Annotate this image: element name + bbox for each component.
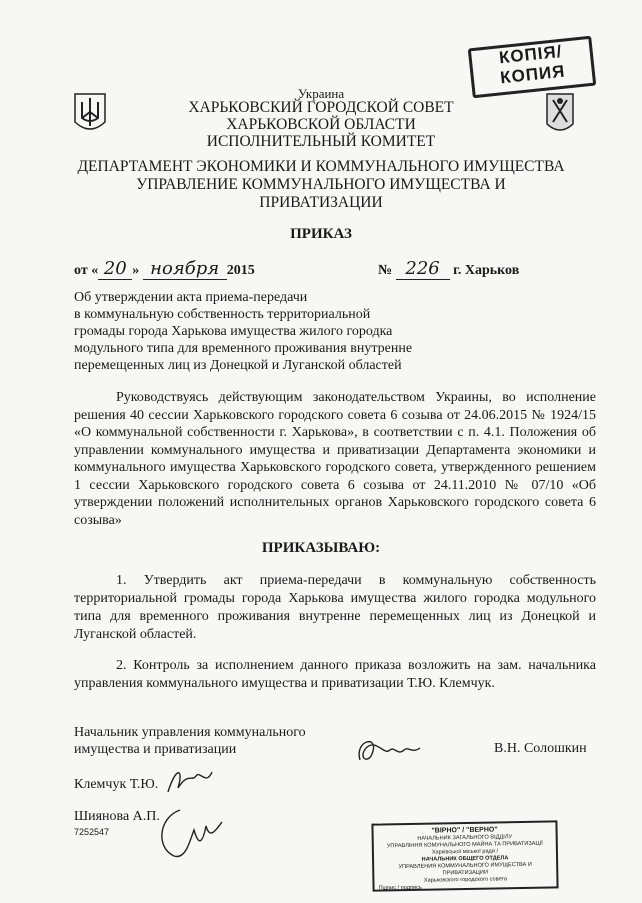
approver-name: Шиянова А.П. bbox=[74, 809, 160, 824]
approver-initials-2 bbox=[150, 800, 230, 870]
number-prefix: № bbox=[378, 263, 393, 278]
copy-stamp-line2: КОПИЯ bbox=[499, 61, 567, 88]
copy-stamp-line1: КОПІЯ/ bbox=[498, 41, 564, 68]
approver-initials-1 bbox=[162, 762, 222, 802]
subject-line: в коммунальную собственность территориальной bbox=[74, 307, 371, 322]
subject-line: перемещенных лиц из Донецкой и Луганской областей bbox=[74, 358, 402, 373]
order-item-1: 1. Утвердить акт приема-передачи в коммунальную собственность территориальной громады города Харькова имущества жилого городка модульного типа для временного проживания внутренне перемещенных лиц из Донецкой и Луганской областей. bbox=[74, 573, 596, 642]
council-name: ХАРЬКОВСКИЙ ГОРОДСКОЙ СОВЕТ bbox=[188, 99, 454, 116]
country-label: Украина bbox=[297, 86, 345, 101]
number-value: 226 bbox=[396, 258, 450, 280]
contact-phone: 7252547 bbox=[74, 827, 110, 837]
seal-line: НАЧАЛЬНИК ОБЩЕГО ОТДЕЛА bbox=[421, 855, 509, 863]
order-city: г. Харьков bbox=[453, 263, 520, 278]
department-name: ДЕПАРТАМЕНТ ЭКОНОМИКИ И КОММУНАЛЬНОГО ИМУЩЕСТВА bbox=[77, 158, 565, 175]
committee-name: ИСПОЛНИТЕЛЬНЫЙ КОМИТЕТ bbox=[206, 133, 436, 150]
certification-seal bbox=[371, 820, 558, 891]
position-line: имущества и приватизации bbox=[74, 742, 237, 757]
seal-line: УПРАВЛЕНИЯ КОММУНАЛЬНОГО ИМУЩЕСТВА И ПРИВАТИЗАЦИИ bbox=[398, 861, 532, 877]
division-name-line2: ПРИВАТИЗАЦИИ bbox=[259, 194, 383, 211]
head-signature bbox=[350, 730, 430, 770]
seal-line: Харківської міської ради / bbox=[431, 848, 499, 856]
date-year: 2015 bbox=[226, 263, 255, 278]
seal-line: Харьковского городского совета bbox=[423, 876, 508, 884]
order-word: ПРИКАЗЫВАЮ: bbox=[261, 540, 381, 556]
order-date bbox=[74, 258, 255, 280]
preamble-paragraph: Руководствуясь действующим законодательством Украины, во исполнение решения 40 сессии Харьковского городского совета 6 созыва от 24.06.2015 № 1924/15 «О коммунальной собственности г. Харькова», в соответствии с п. 4.1. Положения об управлении коммунального имущества и приватизации Департамента экономики и коммунального имущества Харьковского городского совета, утвержденного решением 1 сессии Харьковского городского совета 6 созыва от 24.11.2010 № 07/10 «Об утверждении положений исполнительных органов Харьковского городского совета 6 созыва» bbox=[74, 390, 596, 528]
subject-line: громады города Харькова имущества жилого городка bbox=[74, 324, 393, 339]
seal-line: УПРАВЛІННЯ КОМУНАЛЬНОГО МАЙНА ТА ПРИВАТИЗАЦІЇ bbox=[386, 840, 543, 850]
order-subject bbox=[74, 289, 474, 374]
signatory-name: В.Н. Солошкин bbox=[494, 741, 587, 756]
seal-line: НАЧАЛЬНИК ЗАГАЛЬНОГО ВІДДІЛУ bbox=[417, 834, 513, 842]
approver-name: Клемчук Т.Ю. bbox=[74, 777, 159, 792]
date-prefix: от « bbox=[74, 263, 99, 278]
seal-signature-line: Підпис / подпись bbox=[378, 884, 422, 892]
date-day: 20 bbox=[98, 258, 132, 280]
document-title: ПРИКАЗ bbox=[290, 226, 352, 242]
order-number bbox=[378, 258, 519, 280]
seal-title: "ВІРНО" / "ВЕРНО" bbox=[431, 826, 498, 835]
signatory-position bbox=[74, 724, 306, 758]
position-line: Начальник управления коммунального bbox=[74, 725, 306, 740]
subject-line: модульного типа для временного проживания внутренне bbox=[74, 341, 413, 356]
order-item-2: 2. Контроль за исполнением данного приказа возложить на зам. начальника управления коммунального имущества и приватизации Т.Ю. Клемчук. bbox=[74, 658, 596, 691]
date-quote-close: » bbox=[132, 263, 140, 278]
division-name-line1: УПРАВЛЕНИЕ КОММУНАЛЬНОГО ИМУЩЕСТВА И bbox=[136, 176, 506, 193]
date-month: ноября bbox=[143, 258, 227, 280]
region-name: ХАРЬКОВСКОЙ ОБЛАСТИ bbox=[226, 116, 416, 133]
subject-line: Об утверждении акта приема-передачи bbox=[74, 290, 308, 305]
